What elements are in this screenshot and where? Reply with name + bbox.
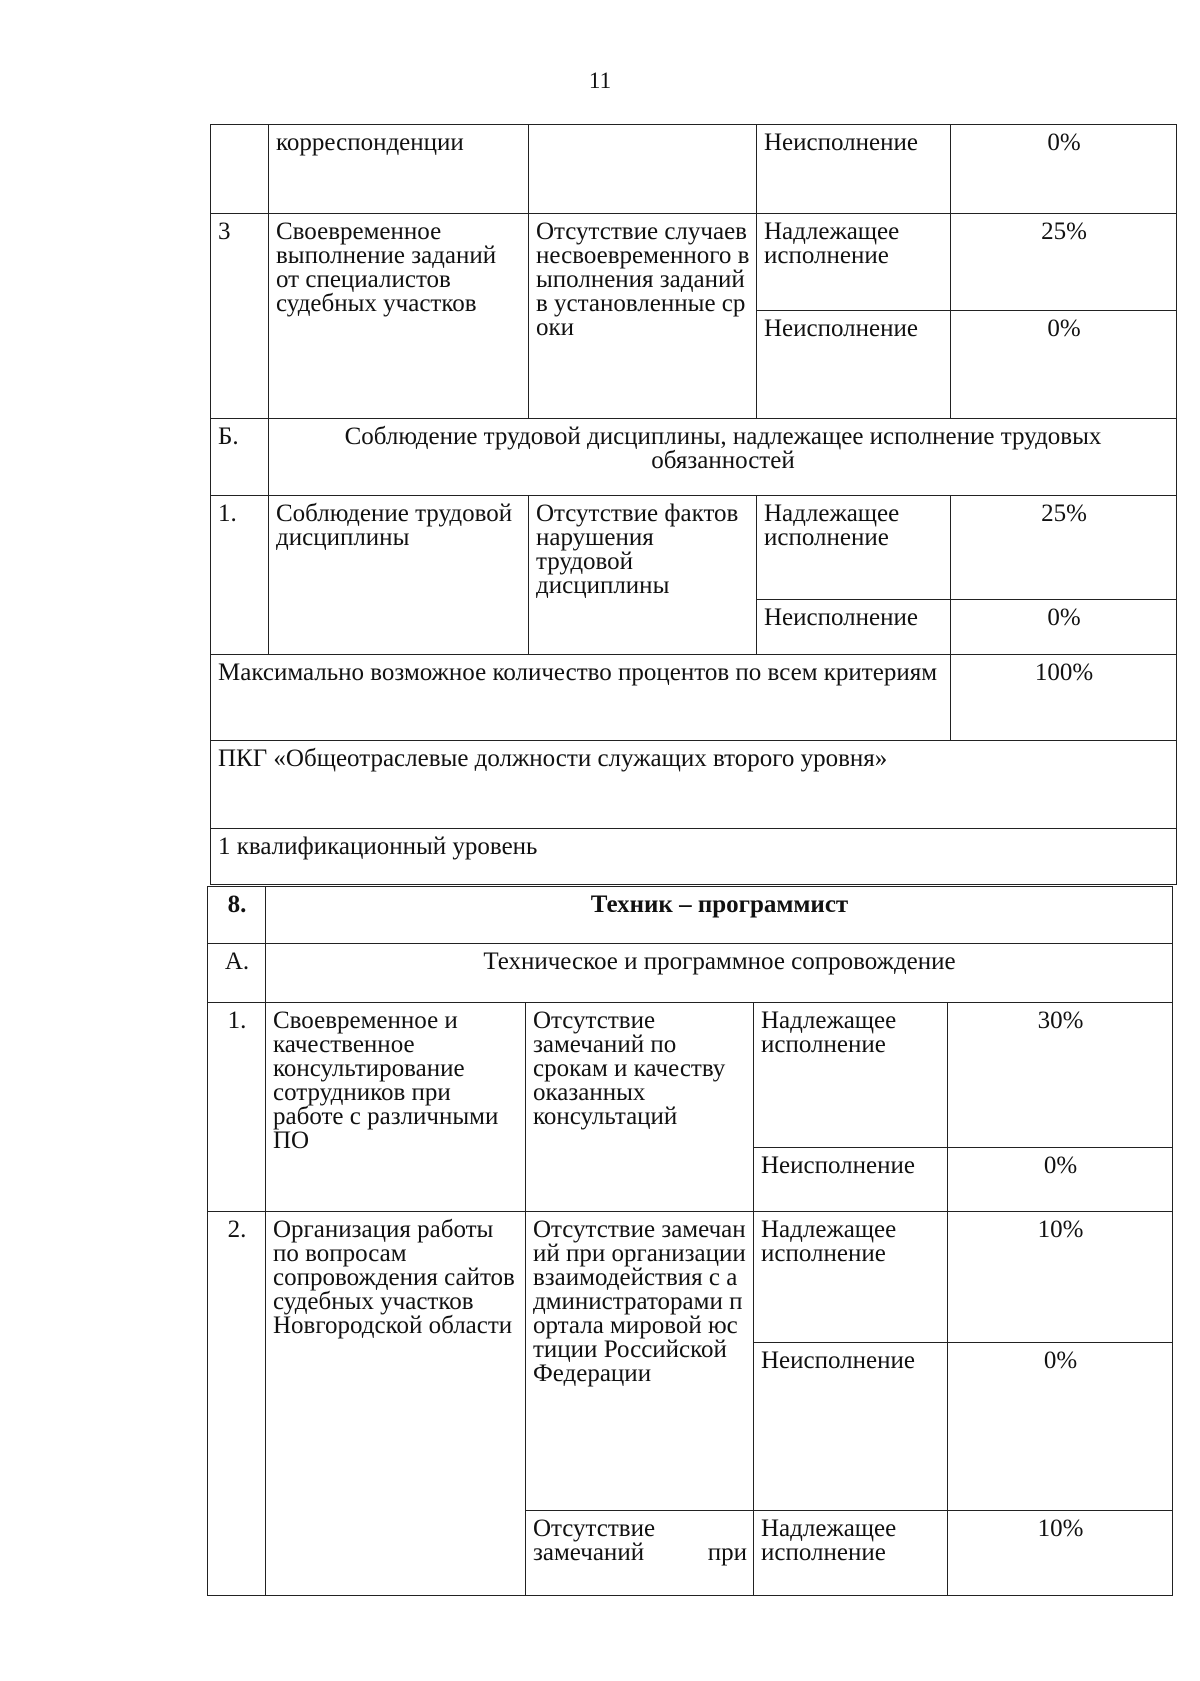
- num-cell: 2.: [208, 1212, 266, 1596]
- outcome-cell: Надлежащее исполнение: [757, 496, 951, 600]
- outcome-cell: Надлежащее исполнение: [754, 1003, 948, 1148]
- criterion-cell: Своевременное выполнение заданий от специалистов судебных участков: [269, 214, 529, 419]
- section-row: [208, 944, 1173, 1003]
- percent-cell: 30%: [948, 1003, 1173, 1148]
- outcome-cell: Надлежащее исполнение: [757, 214, 951, 311]
- outcome-cell: Неисполнение: [757, 125, 951, 214]
- percent-cell: 10%: [948, 1511, 1173, 1596]
- position-num-cell: 8.: [208, 887, 266, 944]
- percent-cell: 0%: [948, 1343, 1173, 1511]
- table-row: [208, 1212, 1173, 1343]
- indicator-cell: Отсутствие замечаний при организации взаимодействия с администраторами портала мировой юстиции Российской Федерации: [526, 1212, 754, 1511]
- position-title-cell: Техник – программист: [266, 887, 1173, 944]
- indicator-line: Отсутствие: [533, 1515, 656, 1542]
- table-row: [211, 496, 1177, 600]
- max-total-percent: 100%: [951, 655, 1177, 741]
- table-row: [208, 1003, 1173, 1148]
- outcome-cell: Неисполнение: [754, 1148, 948, 1212]
- section-row: [211, 419, 1177, 496]
- indicator-word: при: [707, 1539, 747, 1566]
- criteria-table-lower: [207, 886, 1173, 1596]
- outcome-cell: Неисполнение: [757, 311, 951, 419]
- outcome-cell: Неисполнение: [757, 600, 951, 655]
- indicator-cell: Отсутствие случаев несвоевременного выполнения заданий в установленные сроки: [529, 214, 757, 419]
- indicator-word: замечаний: [533, 1539, 645, 1566]
- percent-cell: 0%: [951, 311, 1177, 419]
- position-row: [208, 887, 1173, 944]
- criterion-cell: Своевременное и качественное консультирование сотрудников при работе с различными ПО: [266, 1003, 526, 1212]
- section-title-cell: Соблюдение трудовой дисциплины, надлежащее исполнение трудовых обязанностей: [269, 419, 1177, 496]
- outcome-cell: Неисполнение: [754, 1343, 948, 1511]
- qualification-row: [211, 829, 1177, 885]
- criterion-cell: Соблюдение трудовой дисциплины: [269, 496, 529, 655]
- indicator-cell: [526, 1511, 754, 1596]
- indicator-cell: [529, 125, 757, 214]
- section-num-cell: Б.: [211, 419, 269, 496]
- section-title-cell: Техническое и программное сопровождение: [266, 944, 1173, 1003]
- pkg-title: ПКГ «Общеотраслевые должности служащих второго уровня»: [211, 741, 1177, 829]
- criterion-cell: Организация работы по вопросам сопровождения сайтов судебных участков Новгородской области: [266, 1212, 526, 1596]
- table-row: [211, 125, 1177, 214]
- table-row: [211, 214, 1177, 311]
- max-total-label: Максимально возможное количество процентов по всем критериям: [211, 655, 951, 741]
- num-cell: 1.: [211, 496, 269, 655]
- max-total-row: [211, 655, 1177, 741]
- qualification-title: 1 квалификационный уровень: [211, 829, 1177, 885]
- num-cell: [211, 125, 269, 214]
- percent-cell: 0%: [951, 600, 1177, 655]
- indicator-cell: Отсутствие фактов нарушения трудовой дисциплины: [529, 496, 757, 655]
- indicator-cell: Отсутствие замечаний по срокам и качеству оказанных консультаций: [526, 1003, 754, 1212]
- num-cell: 1.: [208, 1003, 266, 1212]
- criteria-table-upper: [210, 124, 1177, 885]
- num-cell: 3: [211, 214, 269, 419]
- outcome-cell: Надлежащее исполнение: [754, 1511, 948, 1596]
- percent-cell: 0%: [948, 1148, 1173, 1212]
- indicator-line: [533, 1541, 747, 1565]
- percent-cell: 0%: [951, 125, 1177, 214]
- page-number: 11: [588, 68, 612, 93]
- percent-cell: 25%: [951, 214, 1177, 311]
- criterion-cell: корреспонденции: [269, 125, 529, 214]
- pkg-row: [211, 741, 1177, 829]
- section-num-cell: А.: [208, 944, 266, 1003]
- outcome-cell: Надлежащее исполнение: [754, 1212, 948, 1343]
- percent-cell: 10%: [948, 1212, 1173, 1343]
- percent-cell: 25%: [951, 496, 1177, 600]
